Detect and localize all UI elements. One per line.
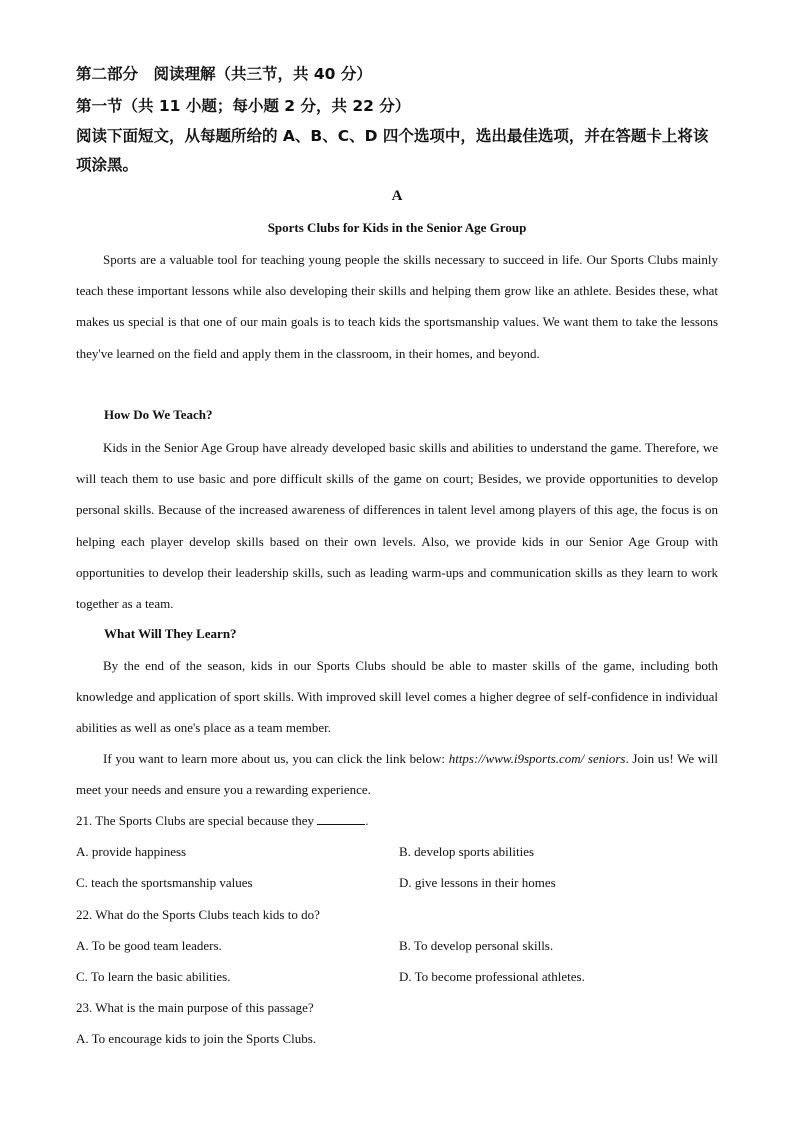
question-22-option-d: D. To become professional athletes. xyxy=(399,969,585,984)
question-22-option-c: C. To learn the basic abilities. xyxy=(76,969,231,984)
question-23-option-a: A. To encourage kids to join the Sports Clubs. xyxy=(76,1031,317,1046)
question-21-option-a: A. provide happiness xyxy=(76,844,187,859)
part-heading: 第二部分 阅读理解（共三节，共 40 分） xyxy=(76,65,372,83)
paragraph-1: Sports are a valuable tool for teaching young people the skills necessary to succeed in life. Our Sports Clubs mainly teach these important lessons while also developing their skills and helping them grow like an athlete. Besides these, what makes us special is that one of our main goals is to teach kids the sportsmanship values. We want them to take the lessons they've learned on the field and apply them in the classroom, in their homes, and beyond. xyxy=(76,252,718,361)
passage-title: Sports Clubs for Kids in the Senior Age Group xyxy=(267,220,527,235)
paragraph-3: By the end of the season, kids in our Sports Clubs should be able to master skills of the game, including both knowledge and application of sport skills. With improved skill level comes a higher degree of self-confidence in individual abilities as well as one's place as a team member. xyxy=(76,658,718,736)
paragraph-4-closing: . Join us! We will meet your needs and ensure you a rewarding experience. xyxy=(76,751,719,798)
paragraph-4-text: If you want to learn more about us, you can click the link below: xyxy=(103,751,449,766)
answer-blank xyxy=(317,814,365,825)
question-22-stem: 22. What do the Sports Clubs teach kids to do? xyxy=(76,907,320,922)
question-22-option-b: B. To develop personal skills. xyxy=(399,938,554,953)
subheading-what-they-learn: What Will They Learn? xyxy=(104,626,237,641)
question-22-option-a: A. To be good team leaders. xyxy=(76,938,222,953)
question-21-option-b: B. develop sports abilities xyxy=(399,844,535,859)
question-21-stem: 21. The Sports Clubs are special because they . xyxy=(76,813,369,828)
paragraph-2: Kids in the Senior Age Group have already developed basic skills and abilities to understand the game. Therefore, we will teach them to use basic and pore difficult skills of the game on court; Besides, we provide opportunities to develop personal skills. Because of the increased awareness of differences in talent level among players of this age, the focus is on helping each player develop skills based on their own levels. Also, we provide kids in our Senior Age Group with opportunities to develop their leadership skills, such as leading warm-ups and communication skills as they learn to work together as a team. xyxy=(76,440,718,612)
question-21-option-c: C. teach the sportsmanship values xyxy=(76,875,253,890)
website-link[interactable]: https://www.i9sports.com/ seniors xyxy=(448,751,626,766)
section-heading: 第一节（共 11 小题；每小题 2 分，共 22 分） xyxy=(76,97,411,115)
question-23-stem: 23. What is the main purpose of this passage? xyxy=(76,1000,314,1015)
instruction-text: 阅读下面短文，从每题所给的 A、B、C、D 四个选项中，选出最佳选项，并在答题卡上将该项涂黑。 xyxy=(76,127,709,174)
question-21-option-d: D. give lessons in their homes xyxy=(399,875,556,890)
subheading-how-we-teach: How Do We Teach? xyxy=(104,407,213,422)
paragraph-4 xyxy=(76,743,718,805)
passage-letter: A xyxy=(391,188,403,204)
